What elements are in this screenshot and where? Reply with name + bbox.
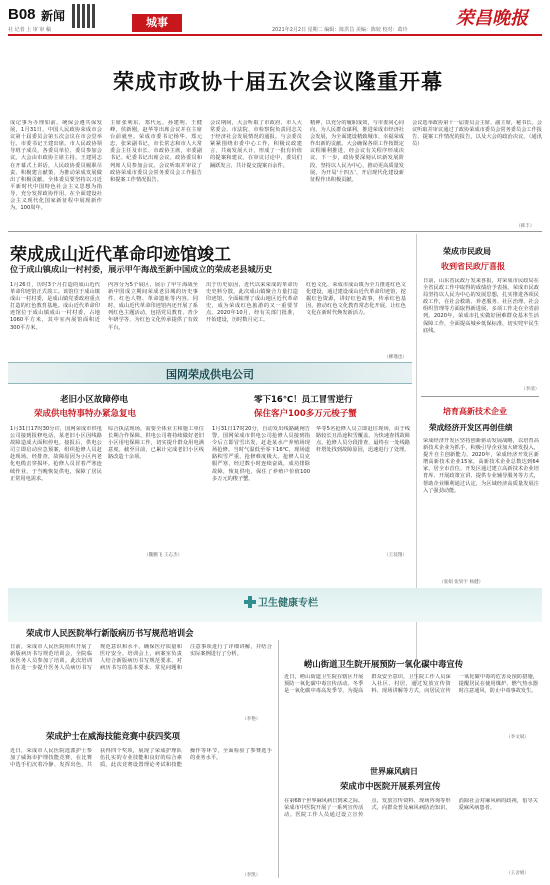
lead-divider	[8, 231, 542, 232]
h1-body: 日前，荣成市人民医院组织开展了新版病历书写规范培训会，全院临床医务人员参加了培训。此次培训旨在进一步提升医务人员病历书写规范意识和水平，确保医疗质量和医疗安全。培训会上，病案室负责人结合新版病历书写规范要求，对病历书写的基本要求、常见问题和注意事项进行了详细讲解，并结合实际案例进行了分析。	[10, 644, 272, 672]
museum-col1: 1月26日，历时3个月打造的成山近代革命印迹馆正式竣工。该馆位于成山镇成山一村村委，是成山镇党委政府重点打造的红色教育基地。成山近代革命印迹馆位于成山镇成山一村村委，占地1060平方米，其中室内展馆面积近300平方米。	[10, 282, 100, 331]
section-name: 新闻	[41, 9, 66, 23]
gov2-title: 零下16℃！员工冒雪逆行	[254, 395, 353, 405]
page-number: B08	[8, 6, 36, 23]
date-line: 2021年2月2日 星期二 编辑：陈洪昌 美编：陈姣 校对：葛玲	[272, 27, 408, 33]
newspaper-logo: 荣昌晚报	[456, 8, 528, 29]
h3-body: 近日，荣成市人民医院选派护士参加了威海市护理技能竞赛，在比赛中选手们沉着冷静、发挥出色，共获得四个奖项，展现了荣成护理队伍扎实的专业技能和良好的综合素质。此次竞赛设置理论考试和技能操作等环节，全面检验了参赛选手的业务水平。	[10, 748, 272, 769]
h2-title: 崂山街道卫生院开展预防一氧化碳中毒宣传	[304, 659, 464, 669]
h4-body: 在第68个世界麻风病日到来之际，荣成市中医院开展了一系列宣传活动。医院工作人员通过设立宣传点、发放宣传资料、现场咨询等形式，向群众普及麻风病防治知识，消除社会对麻风病的歧视，倡导关爱麻风病患者。	[284, 798, 538, 819]
health-banner	[8, 588, 542, 622]
side1-byline: （李清）	[521, 387, 540, 392]
gov1-body: 1月31日17时30分许，国网荣成市供电公司接到报修电话，某老旧小区因线路故障造成大面积停电。接报后，供电公司立即启动应急预案，组织抢修人员赶赴现场。经排查，故障原因为小区内老化电缆击穿损坏。抢修人员冒着严寒连续作业，于当晚恢复供电，保障了居民正常用电需求。	[10, 426, 102, 482]
gov-banner	[8, 362, 412, 384]
gov-banner-title: 国网荣成供电公司	[166, 368, 254, 381]
side2-byline: （张娟 张钊宇 杨健）	[439, 580, 484, 585]
side2-title: 培育高新技术企业	[443, 407, 507, 416]
gov1-subtitle: 荣成供电特事特办紧急复电	[34, 409, 137, 419]
museum-title: 荣成成山近代革命印迹馆竣工	[10, 245, 231, 265]
lead-byline: （韩丰）	[516, 224, 535, 229]
gov1-col2: 综合执法现场，需要全体业主和施工单位长期合作保障。供电公司将持续做好老旧小区用电保障工作，切实提升群众用电满意度。截至目前，已累计完成老旧小区线路改造十余项。	[108, 426, 204, 461]
gov1-title: 老旧小区故障停电	[60, 395, 129, 405]
h1-byline: （李艳）	[242, 717, 261, 722]
lead-col3: 会议期间，大会听取了市政府、市人大常委会、市法院、市检察院负责同志关于经济社会发展情况的通报。与会委员紧紧围绕市委中心工作，积极议政建言，共商发展大计，形成了一批有价值的提案和建议。在审议讨论中，委员们踊跃发言，共计提交提案百余件。	[210, 120, 302, 169]
h3-title: 荣成护士在威海技能竞赛中获四奖项	[46, 731, 180, 741]
h3-byline: （李凯）	[242, 873, 261, 878]
museum-col3: 出于历史原因，近代以来荣成的革命历史史料分散，此次成山镇聚合力量打造印迹馆，全面梳理了成山地区近代革命史，成为荣成红色旅游的又一重要节点。2020年10月，经有关部门批准，开始建设，历时数月完工。	[206, 282, 298, 324]
h4-kicker: 世界麻风病日	[370, 767, 418, 776]
side-divider	[421, 396, 539, 397]
masthead-rule	[8, 34, 542, 36]
lead-col5: 会议选举政协第十一届委员会主席、副主席，秘书长。会议听取并审议通过了政协荣成市委员会常务委员会工作报告、提案工作情况的报告，以及大会的政治决议。（通讯员）	[412, 120, 542, 148]
h1-title: 荣成市人民医院举行新版病历书写规范培训会	[26, 628, 194, 638]
lead-col2: 主席张利东，郑代远，孙建明，王健峰，侯新刚，赵华等出席会议并在主席台前就坐。荣成市委书记杨华，郑元忠、张荣副书记，市长常志和市人大常委会主任及市长、市政协主席，市委副书记、纪委书记出席会议。政协委员和列席人员参加会议。会议听取并审议了政协荣成市委员会常务委员会工作报告和提案工作情况报告。	[110, 120, 202, 183]
gov2-col2: 华等5名抢修人员立即赶往现场，由于线路较长且沿途积雪覆盖，为快速查找故障点，抢修人员分段排查，最终在一处线路杆塔处找到故障原因，迅速进行了处理。	[316, 426, 410, 454]
side1-kicker: 荣成市民政局	[443, 247, 491, 256]
side2-subtitle: 荣成经济开发区再创佳绩	[429, 423, 513, 432]
h2-byline: （李文斌）	[506, 735, 529, 740]
museum-col2: 内容分为5个展区，展示了甲午海战至新中国成立期间荣成老县城的历史事件、红色人物、革命遗址等内容。同时，成山近代革命印迹馆内还开展了系列红色主题活动，包括党员教育、青少年研学等，为红色文化传承提供了有效平台。	[108, 282, 198, 331]
gov1-byline: （魏鹏飞 王志杰）	[144, 553, 183, 558]
health-banner-title: 卫生健康专栏	[258, 598, 318, 609]
health-divider	[278, 640, 279, 878]
h2-body: 近日，崂山街道卫生院在辖区开展预防一氧化碳中毒宣传活动。冬季是一氧化碳中毒高发季节，为提高群众安全意识，卫生院工作人员深入社区、村居，通过发放宣传资料、现场讲解等方式，向居民宣传一氧化碳中毒的危害及预防措施，提醒居民在使用煤炉、燃气热水器时注意通风，防止中毒事故发生。	[284, 674, 538, 695]
lead-col1: 成记事为办理如前。统保会遵共保发展，1月31日，中国人民政协荣成市会议第十届委员会第五次会议在市会堂举行。市委书记王建出席。市人民政协领导班子成员，各委员单位、委员参加会议。大会由市政协主席主持。王建同志在开幕式上讲话，人民政协委员履职尽责、积极建言献策，为推动荣成发展做出了积极贡献。全体委员要坚持以习近平新时代中国特色社会主义思想为指导，充分发挥政协作用，在全面建设社会主义现代化国家新征程中展现新作为。100周年。	[10, 120, 102, 212]
museum-col4: 红色文化，荣成市成山镇为全力推进红色文化建设，通过建设成山近代革命印迹馆，挖掘红色资源，讲好红色故事，传承红色基因，推动红色文化教育常态化开展，让红色文化在新时代焕发新活力。	[306, 282, 406, 317]
lead-col4: 精神，以充分的履职成效，与市委同心同向，为人民群众谋利，推进荣成市经济社会发展，为全面建设精致城市、幸福荣成作出新的贡献。大会确保各项工作按既定议程顺利推进，经会议有关程序形成决议。下一步，政协要深刻认识新发展阶段，坚持以人民为中心，推动更高质量发展，为开局'十四五'、开启现代化建设新征程作出积极贡献。	[310, 120, 404, 183]
masthead-sub: 社 记者 上 审 审 稿	[8, 27, 51, 33]
side1-body: 日前，山东省民政厅发来喜报，对荣成市民政局在全省民政工作中取得的成绩给予表扬。荣成市民政局坚持以人民为中心的发展思想，扎实推进各项民政工作，在社会救助、养老服务、社区治理、社会组织管理等方面取得新进展，多项工作走在全省前列。2020年，荣成市扎实做好困难群众基本生活保障工作，全面提高城乡低保标准，切实兜牢民生底线。	[423, 278, 539, 334]
gov2-byline: （王琰翔）	[384, 553, 407, 558]
masthead	[8, 4, 542, 38]
qr-code-icon	[72, 4, 96, 28]
section-tab-label: 城事	[146, 16, 168, 29]
gov2-body: 1月31日17时20分，自动发出线路跳闸告警。国网荣成市供电公司抢修人员接到指令后立即冒雪出发，赶赴某水产养殖场现场抢修。当时气温低至零下16℃，现场道路积雪严重，抢修难度极大。抢修人员克服严寒，经过数小时连续奋战，成功排除故障，恢复供电，保住了养殖户价值100多万元的梭子蟹。	[212, 426, 310, 482]
side2-body: 荣成经济开发区坚持创新驱动发展战略，以培育高新技术企业为抓手，积极引导企业加大研发投入，提升自主创新能力。2020年，荣成经济开发区新增高新技术企业15家，高新技术企业总数达到64家，居全市首位。开发区通过建立高新技术企业培育库、开展政策宣讲、提供专业辅导服务等方式，帮助企业顺利通过认定，为区域经济高质量发展注入了强劲动能。	[423, 438, 539, 494]
side1-title: 收到省民政厅喜报	[441, 262, 505, 271]
museum-byline: （柳瑾也）	[384, 355, 407, 360]
h4-title: 荣成市中医院开展系列宣传	[340, 781, 441, 791]
lead-title: 荣成市政协十届五次会议隆重开幕	[113, 70, 443, 94]
h4-byline: （王舍娟）	[506, 871, 529, 876]
museum-subtitle: 位于成山镇成山一村村委，展示甲午海战至新中国成立的荣成老县城历史	[10, 264, 273, 274]
health-cross-icon	[244, 596, 256, 608]
section-tab	[132, 14, 182, 32]
gov2-subtitle: 保住客户100多万元梭子蟹	[254, 409, 357, 419]
